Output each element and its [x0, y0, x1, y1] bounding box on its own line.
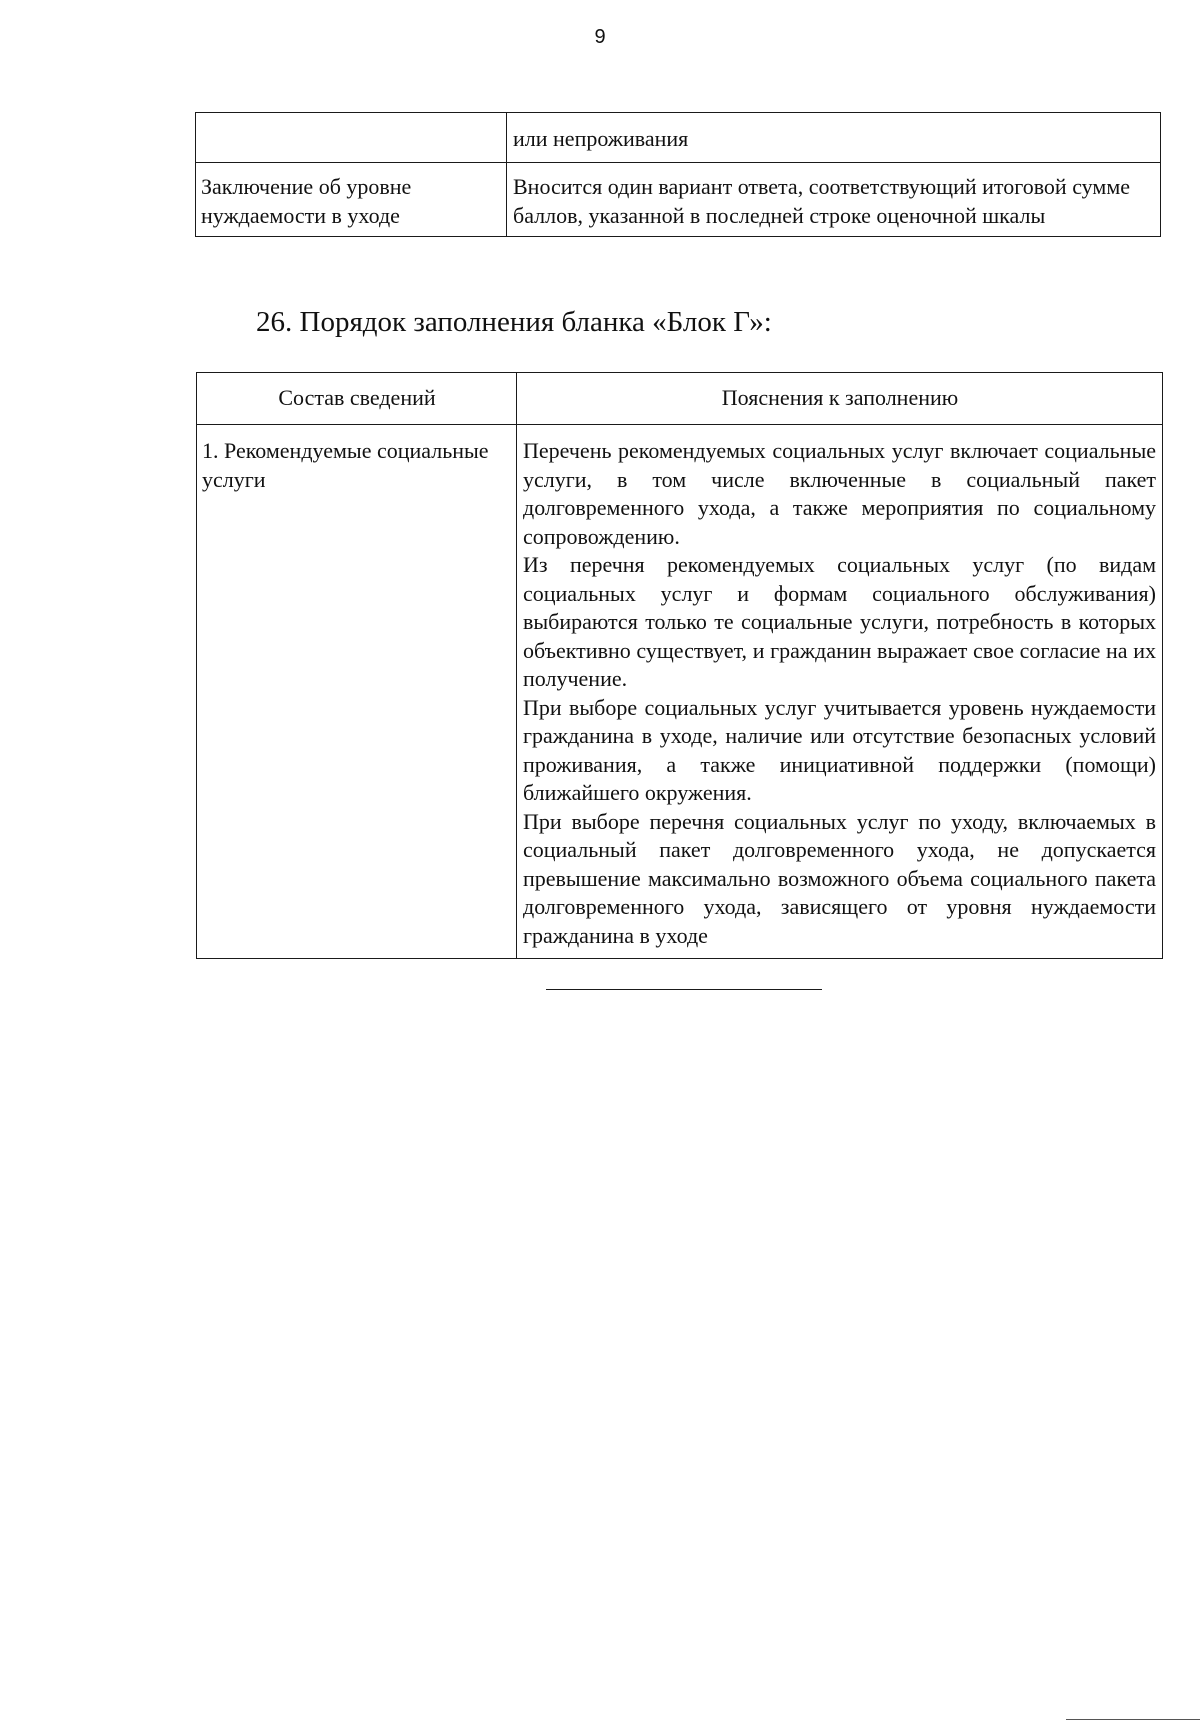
table-cell-description: [517, 425, 1163, 959]
end-of-document-line: [546, 989, 822, 990]
explanation-paragraph: Из перечня рекомендуемых социальных услуг (по видам социальных услуг и формам социального обслуживания) выбираются только те социальные услуги, потребность в которых объективно существует, и гражданин выражает свое согласие на их получение.: [523, 552, 1156, 691]
column-header-explanations: Пояснения к заполнению: [517, 373, 1163, 425]
table-row: [197, 425, 1163, 959]
explanation-paragraph: При выборе социальных услуг учитывается уровень нуждаемости гражданина в уходе, наличие или отсутствие безопасных условий проживания, а также инициативной поддержки (помощи) ближайшего окружения.: [523, 694, 1156, 805]
section-heading: 26. Порядок заполнения бланка «Блок Г»:: [256, 306, 772, 338]
table-row: [196, 113, 1161, 163]
table-cell-label: [196, 113, 507, 163]
scan-edge-mark: [1066, 1719, 1200, 1720]
explanation-paragraph: При выборе перечня социальных услуг по уходу, включаемых в социальный пакет долговременного ухода, не допускается превышение максимально возможного объема социального пакета долговременного ухода, зависящего от уровня нуждаемости гражданина в уходе: [523, 808, 1156, 948]
explanation-paragraph: Перечень рекомендуемых социальных услуг включает социальные услуги, в том числе включенные в социальный пакет долговременного ухода, а также мероприятия по социальному сопровождению.: [523, 438, 1156, 549]
table-cell-label: 1. Рекомендуемые социальные услуги: [197, 425, 517, 959]
block-g-table: [196, 372, 1163, 959]
table-cell-description: или непроживания: [507, 113, 1161, 163]
table-cell-label: Заключение об уровне нуждаемости в уходе: [196, 163, 507, 237]
column-header-composition: Состав сведений: [197, 373, 517, 425]
table-header-row: [197, 373, 1163, 425]
assessment-conclusion-table: [195, 112, 1161, 237]
page-number: 9: [594, 26, 606, 48]
table-row: [196, 163, 1161, 237]
table-cell-description: Вносится один вариант ответа, соответствующий итоговой сумме баллов, указанной в последней строке оценочной шкалы: [507, 163, 1161, 237]
